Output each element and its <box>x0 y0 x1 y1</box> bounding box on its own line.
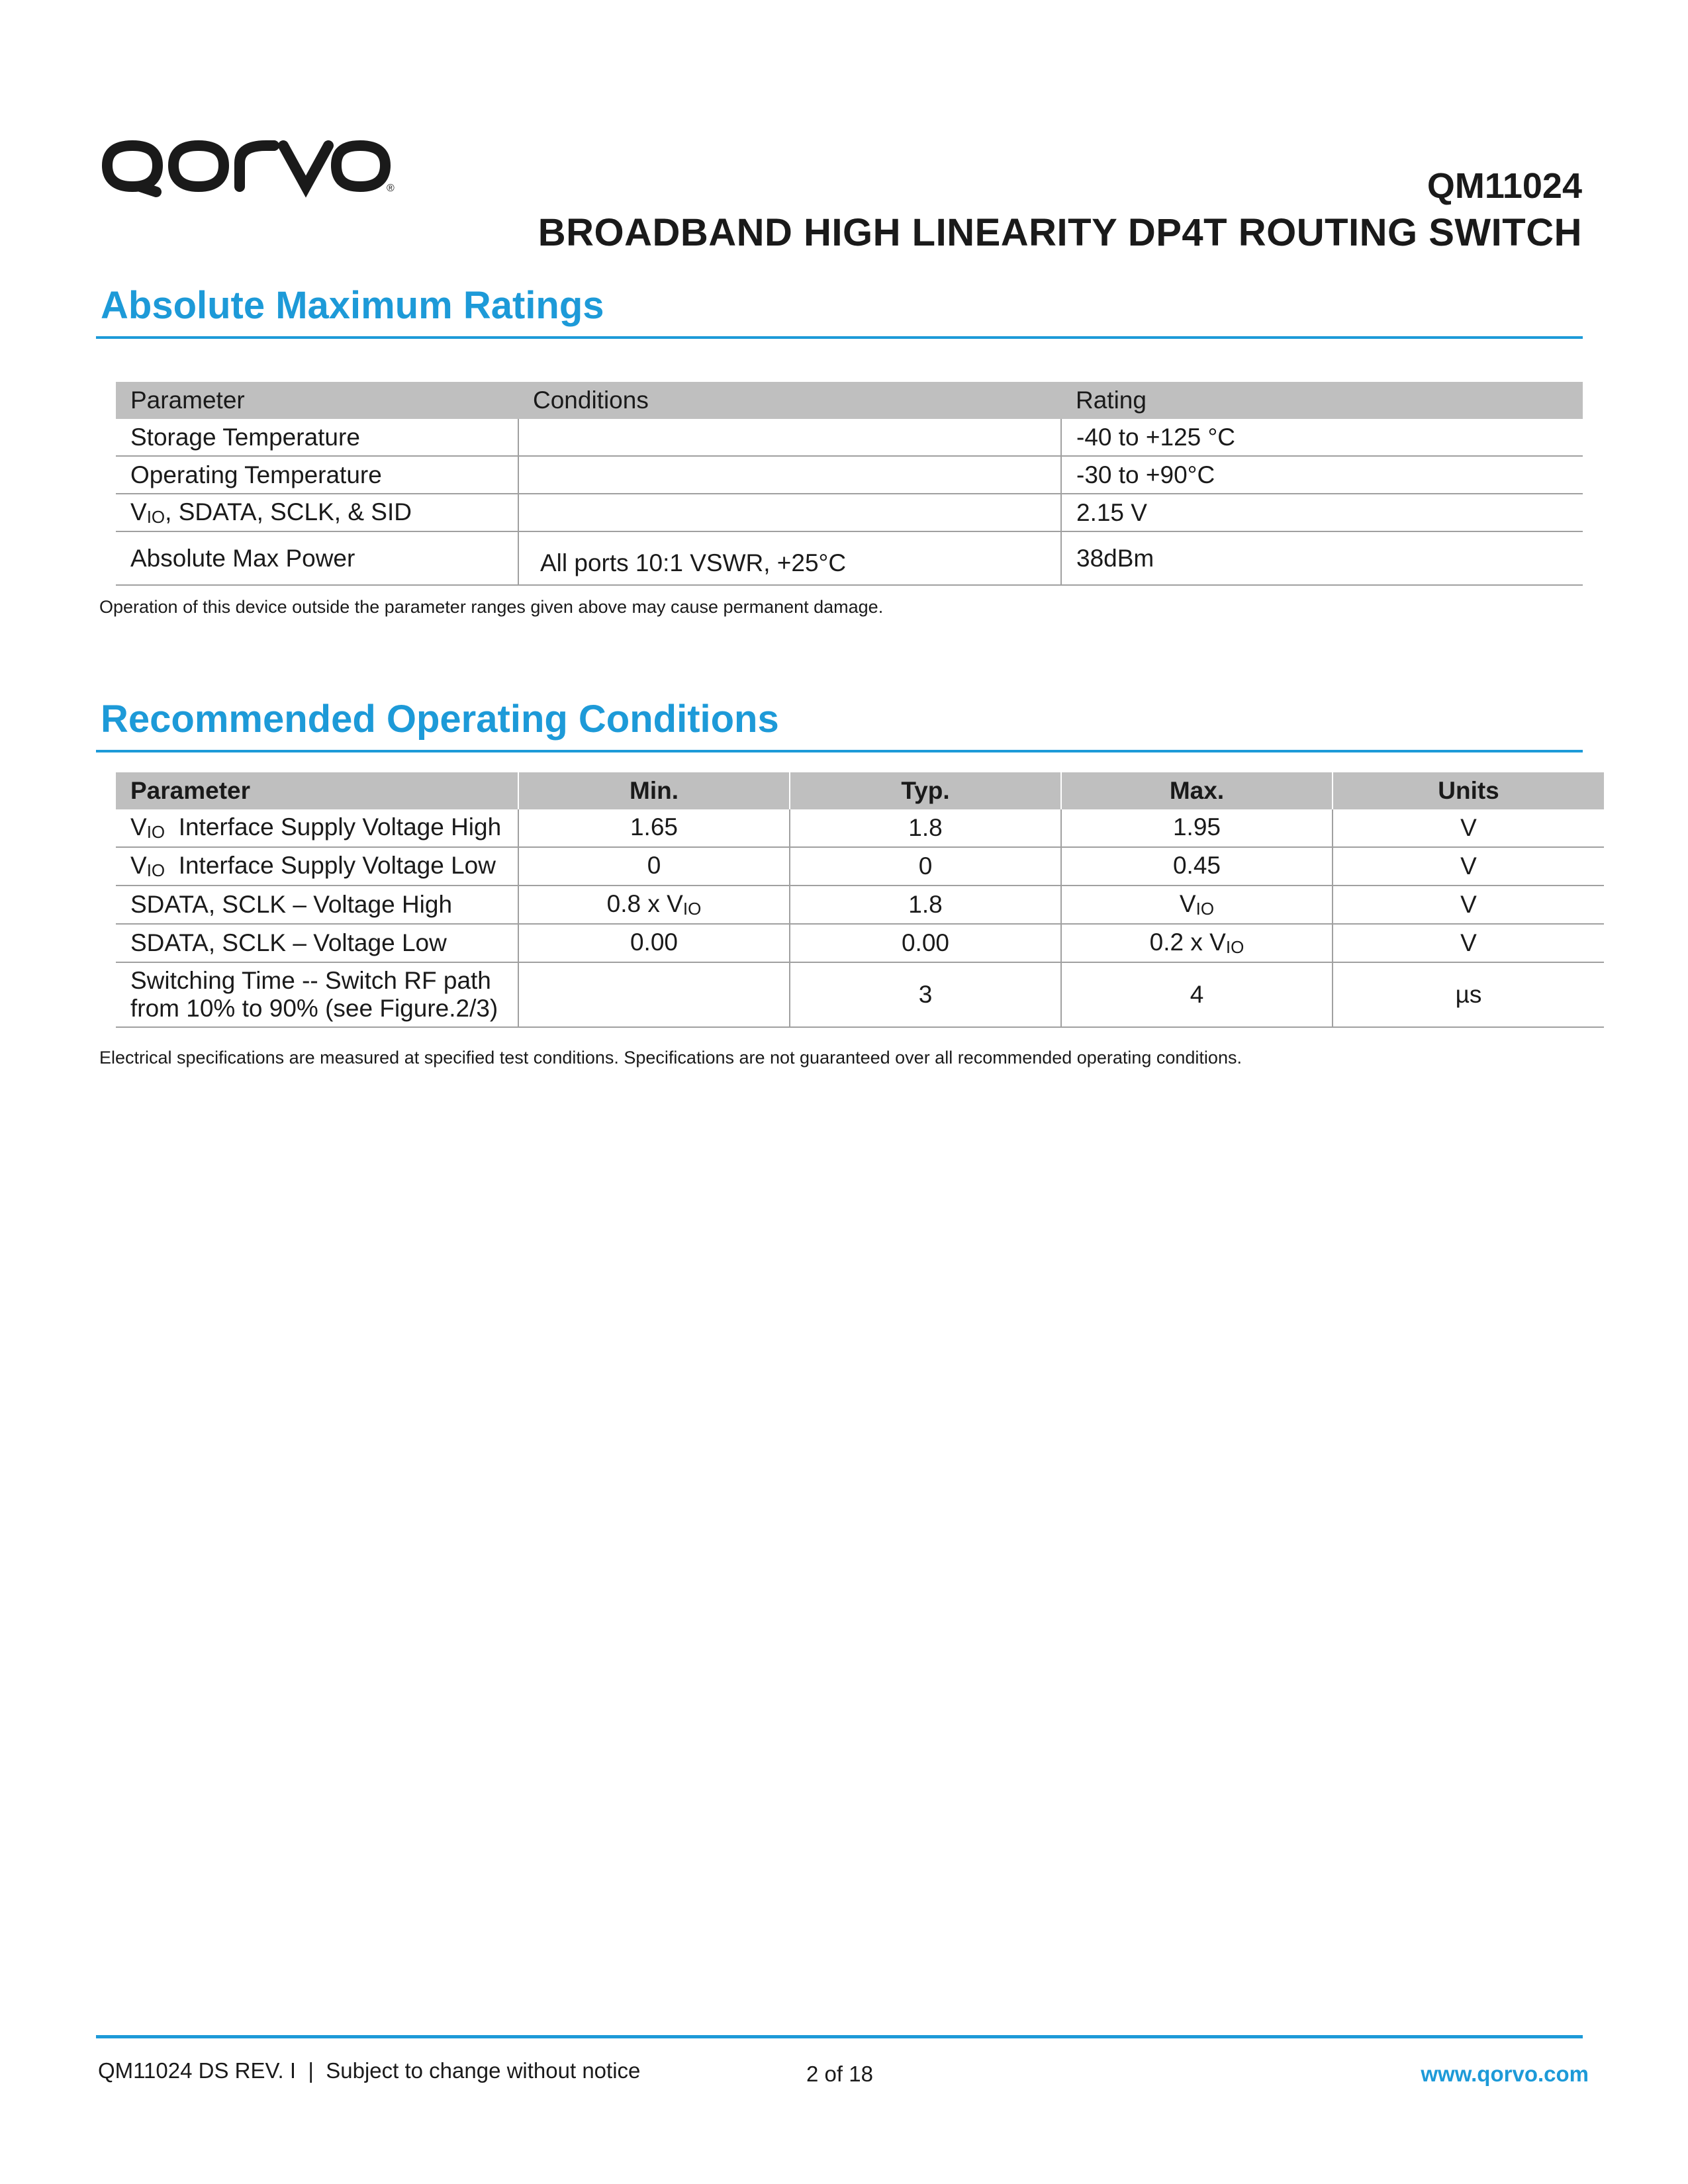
min-cell <box>518 847 790 886</box>
max-cell <box>1061 847 1333 886</box>
param-text: Absolute Max Power <box>130 544 355 572</box>
max-cell <box>1061 924 1333 962</box>
rating-cell: -40 to +125 °C <box>1061 419 1583 456</box>
min-value: 0.00 <box>630 929 678 956</box>
units-cell: V <box>1333 924 1604 962</box>
min-cell <box>518 809 790 847</box>
max-cell <box>1061 809 1333 847</box>
max-value: 0.2 x V <box>1149 929 1226 956</box>
table-row <box>116 494 1583 531</box>
table-row <box>116 847 1604 886</box>
rating-cell: 2.15 V <box>1061 494 1583 531</box>
typ-cell: 0 <box>790 847 1061 886</box>
max-value: 0.45 <box>1172 852 1221 879</box>
param-cell <box>116 419 518 456</box>
table-row <box>116 809 1604 847</box>
min-subscript: IO <box>682 899 702 919</box>
table-row <box>116 456 1583 494</box>
table-row <box>116 924 1604 962</box>
typ-cell: 1.8 <box>790 886 1061 924</box>
param-subscript: IO <box>146 860 165 880</box>
registered-mark: ® <box>387 183 395 194</box>
header-max: Max. <box>1061 772 1333 809</box>
conditions-cell <box>518 494 1061 531</box>
typ-cell: 0.00 <box>790 924 1061 962</box>
param-text: V <box>130 852 147 879</box>
section-divider <box>96 336 1583 339</box>
conditions-cell: All ports 10:1 VSWR, +25°C <box>518 531 1061 585</box>
param-text: SDATA, SCLK – Voltage Low <box>130 929 447 956</box>
param-text: Switching Time -- Switch RF path <box>130 967 491 994</box>
roc-table <box>116 772 1604 1028</box>
units-cell: V <box>1333 809 1604 847</box>
footer-divider <box>96 2035 1583 2038</box>
website-link[interactable]: www.qorvo.com <box>1421 2062 1589 2086</box>
table-row <box>116 886 1604 924</box>
max-value: V <box>1179 890 1196 917</box>
param-text: V <box>130 813 147 841</box>
min-cell <box>518 924 790 962</box>
header-parameter: Parameter <box>116 382 518 419</box>
conditions-cell <box>518 456 1061 494</box>
document-title: BROADBAND HIGH LINEARITY DP4T ROUTING SWITCH <box>538 211 1582 254</box>
units-cell: µs <box>1333 962 1604 1027</box>
units-cell: V <box>1333 886 1604 924</box>
min-cell <box>518 962 790 1027</box>
table-row <box>116 419 1583 456</box>
param-subscript: IO <box>146 506 165 527</box>
section-divider <box>96 750 1583 752</box>
part-number: QM11024 <box>1427 166 1582 206</box>
conditions-cell <box>518 419 1061 456</box>
table-header-row <box>116 772 1604 809</box>
min-value: 0 <box>647 852 661 879</box>
param-cell <box>116 924 518 962</box>
header-parameter: Parameter <box>116 772 518 809</box>
param-cell <box>116 962 518 1027</box>
param-cell <box>116 494 518 531</box>
param-cell <box>116 531 518 585</box>
roc-note: Electrical specifications are measured at specified test conditions. Specifications are not guaranteed over all recommended operating conditions. <box>99 1048 1242 1068</box>
max-value: 1.95 <box>1172 813 1221 841</box>
typ-cell: 3 <box>790 962 1061 1027</box>
section-title-abs-max: Absolute Maximum Ratings <box>101 284 604 327</box>
table-row <box>116 962 1604 1027</box>
section-title-roc: Recommended Operating Conditions <box>101 698 779 741</box>
param-cell <box>116 809 518 847</box>
max-subscript: IO <box>1225 937 1244 957</box>
header-typ: Typ. <box>790 772 1061 809</box>
min-value: 1.65 <box>630 813 678 841</box>
units-cell: V <box>1333 847 1604 886</box>
header-conditions: Conditions <box>518 382 1061 419</box>
param-text: Interface Supply Voltage Low <box>165 852 496 879</box>
min-cell <box>518 886 790 924</box>
param-text: SDATA, SCLK – Voltage High <box>130 891 453 918</box>
abs-max-table <box>116 382 1583 586</box>
param-cell <box>116 886 518 924</box>
param-text: , SDATA, SCLK, & SID <box>165 498 412 525</box>
param-text: Interface Supply Voltage High <box>165 813 502 841</box>
header-units: Units <box>1333 772 1604 809</box>
max-subscript: IO <box>1196 899 1215 919</box>
qorvo-logo <box>101 126 395 205</box>
typ-cell: 1.8 <box>790 809 1061 847</box>
param-cell <box>116 456 518 494</box>
table-header-row <box>116 382 1583 419</box>
table-row <box>116 531 1583 585</box>
param-text: from 10% to 90% (see Figure.2/3) <box>130 995 498 1022</box>
max-cell <box>1061 962 1333 1027</box>
page-number: 2 of 18 <box>806 2062 873 2086</box>
param-subscript: IO <box>146 822 165 842</box>
rating-cell: 38dBm <box>1061 531 1583 585</box>
max-cell <box>1061 886 1333 924</box>
param-cell <box>116 847 518 886</box>
param-text: Operating Temperature <box>130 461 382 488</box>
max-value: 4 <box>1190 981 1204 1008</box>
param-text: V <box>130 498 147 525</box>
param-text: Storage Temperature <box>130 423 360 451</box>
rating-cell: -30 to +90°C <box>1061 456 1583 494</box>
min-value: 0.8 x V <box>606 890 683 917</box>
header-min: Min. <box>518 772 790 809</box>
abs-max-note: Operation of this device outside the parameter ranges given above may cause permanent damage. <box>99 597 884 617</box>
header-rating: Rating <box>1061 382 1583 419</box>
footer-revision: QM11024 DS REV. I | Subject to change without notice <box>98 2058 641 2083</box>
